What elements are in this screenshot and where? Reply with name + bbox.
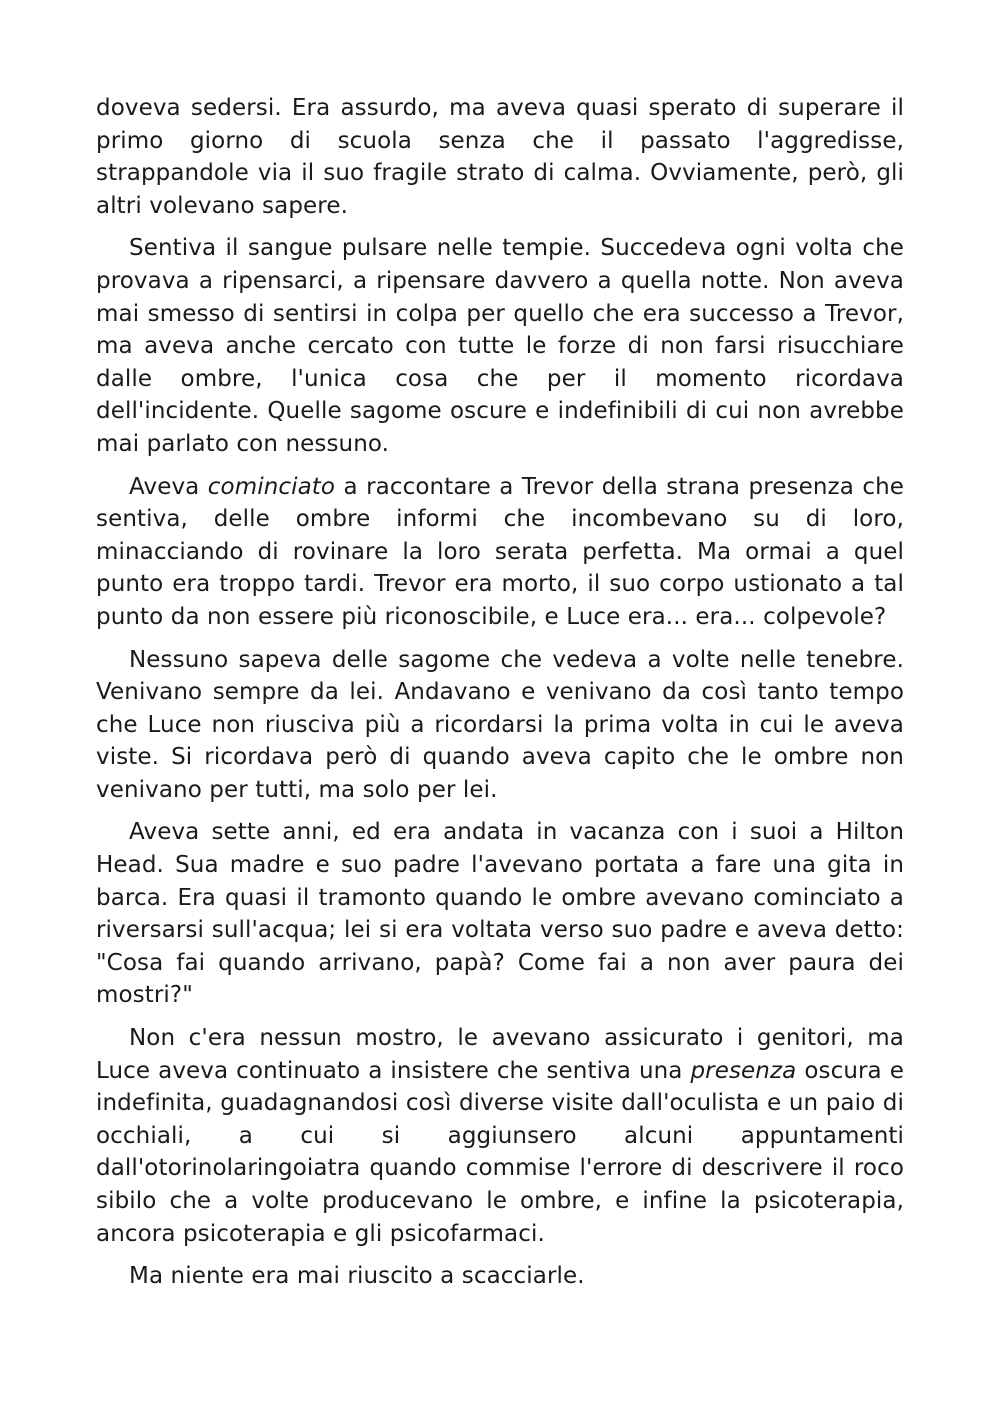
italic-word: presenza xyxy=(690,1057,797,1084)
paragraph-6 xyxy=(96,1022,904,1250)
paragraph-text: Sentiva il sangue pulsare nelle tempie. Succedeva ogni volta che provava a ripensarci, a ripensare davvero a quella notte. Non aveva mai smesso di sentirsi in colpa per quello che era successo a Trevor, ma aveva anche cercato con tutte le forze di non farsi risucchiare dalle ombre, l'unica cosa che per il momento ricordava dell'incidente. Quelle sagome oscure e indefinibili di cui non avrebbe mai parlato con nessuno. xyxy=(96,235,904,457)
paragraph-7 xyxy=(96,1260,904,1293)
paragraph-text: oscura e indefinita, guadagnandosi così diverse visite dall'oculista e un paio di occhiali, a cui si aggiunsero alcuni appuntamenti dall'otorinolaringoiatra quando commise l'errore di descrivere il roco sibilo che a volte producevano le ombre, e infine la psicoterapia, ancora psicoterapia e gli psicofarmaci. xyxy=(96,1057,904,1247)
book-page xyxy=(96,92,904,1303)
italic-word: cominciato xyxy=(207,473,336,500)
paragraph-text: Aveva sette anni, ed era andata in vacanza con i suoi a Hilton Head. Sua madre e suo padre l'avevano portata a fare una gita in barca. Era quasi il tramonto quando le ombre avevano cominciato a riversarsi sull'acqua; lei si era voltata verso suo padre e aveva detto: "Cosa fai quando arrivano, papà? Come fai a non aver paura dei mostri?" xyxy=(96,819,904,1009)
paragraph-2 xyxy=(96,232,904,460)
paragraph-text: Ma niente era mai riuscito a scacciarle. xyxy=(129,1263,585,1290)
paragraph-5 xyxy=(96,816,904,1012)
paragraph-text: Aveva xyxy=(129,473,208,500)
paragraph-3 xyxy=(96,471,904,634)
paragraph-text: Nessuno sapeva delle sagome che vedeva a volte nelle tenebre. Venivano sempre da lei. Andavano e venivano da così tanto tempo che Luce non riusciva più a ricordarsi la prima volta in cui le aveva viste. Si ricordava però di quando aveva capito che le ombre non venivano per tutti, ma solo per lei. xyxy=(96,646,904,803)
paragraph-4 xyxy=(96,644,904,807)
paragraph-text: doveva sedersi. Era assurdo, ma aveva quasi sperato di superare il primo giorno di scuola senza che il passato l'aggredisse, strappandole via il suo fragile strato di calma. Ovviamente, però, gli altri volevano sapere. xyxy=(96,95,904,219)
paragraph-text: a raccontare a Trevor della strana presenza che sentiva, delle ombre informi che incombevano su di loro, minacciando di rovinare la loro serata perfetta. Ma ormai a quel punto era troppo tardi. Trevor era morto, il suo corpo ustionato a tal punto da non essere più riconoscibile, e Luce era... era... colpevole? xyxy=(96,473,905,630)
paragraph-text: Non c'era nessun mostro, le avevano assicurato i genitori, ma Luce aveva continuato a insistere che sentiva una xyxy=(96,1025,904,1084)
paragraph-1 xyxy=(96,92,904,222)
